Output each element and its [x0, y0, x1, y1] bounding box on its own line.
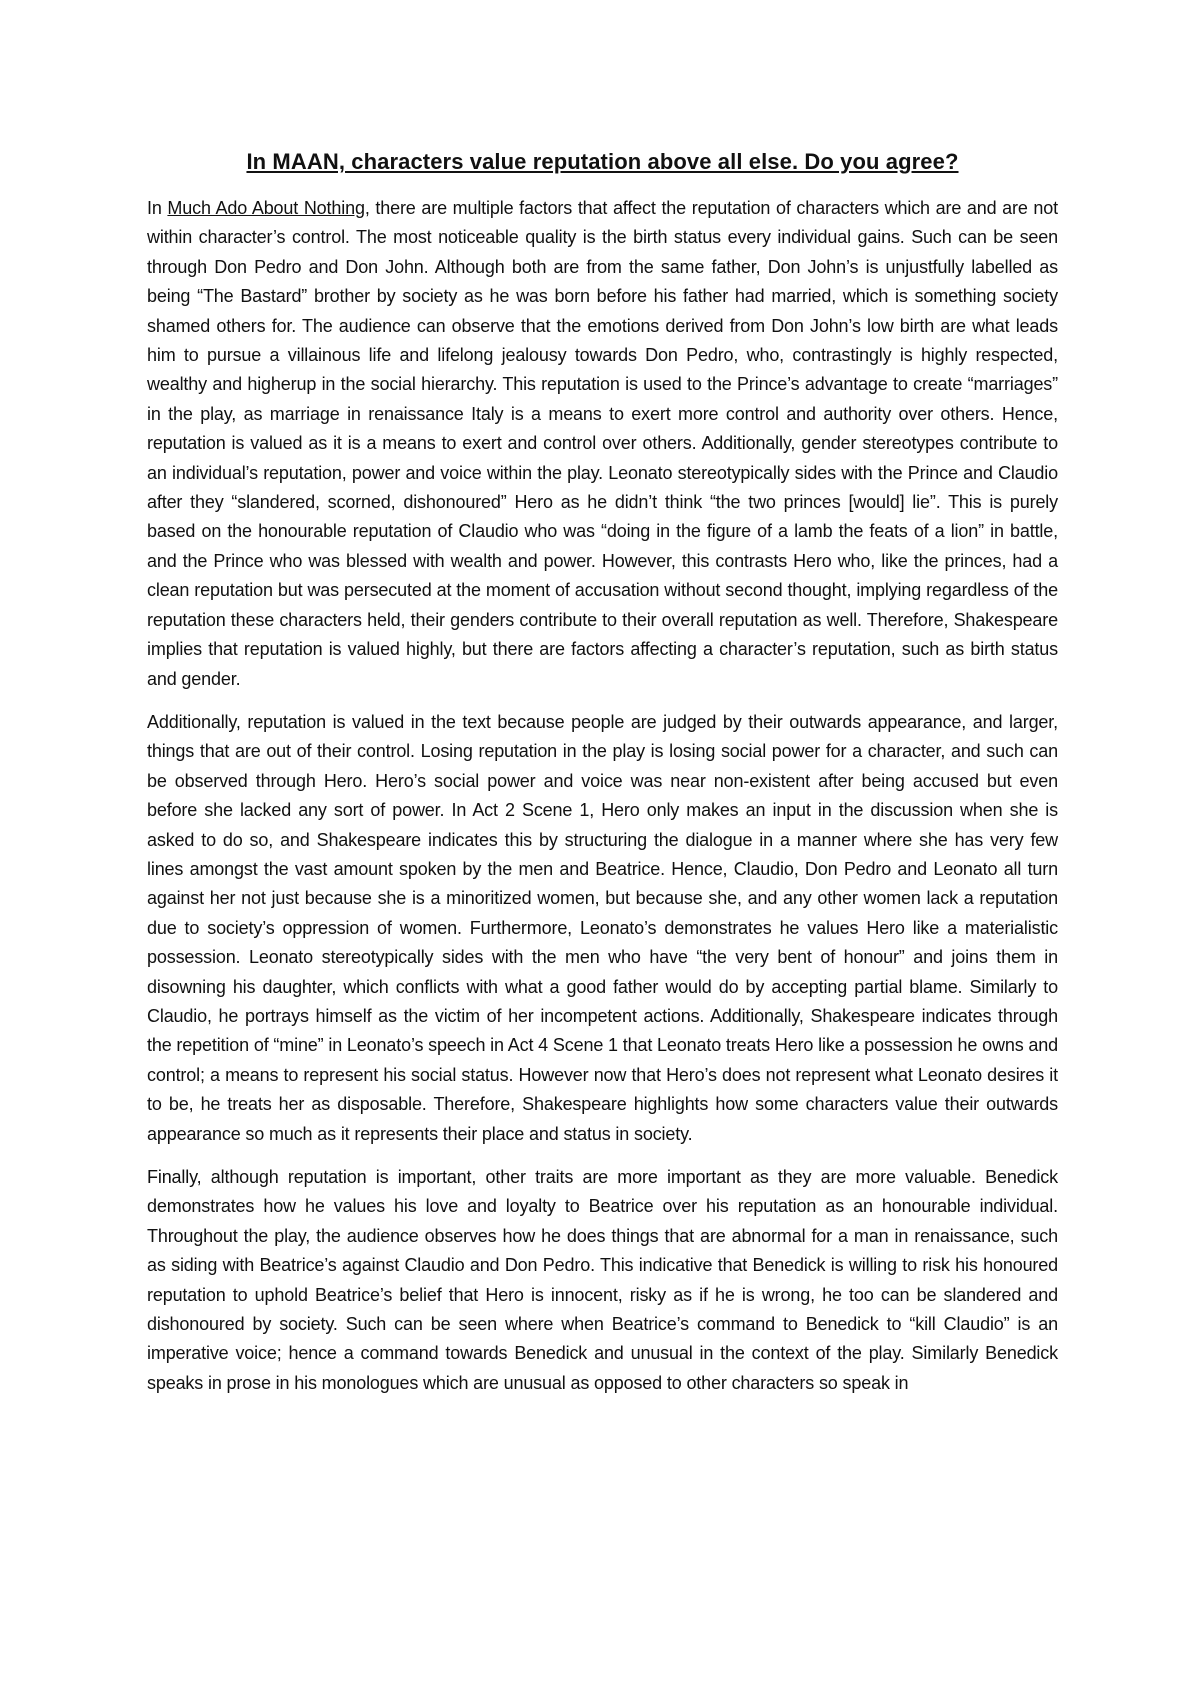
paragraph-3: Finally, although reputation is important, other traits are more important as they are more valuable. Benedick demonstrates how he values his love and loyalty to Beatrice over his reputation as an honourable individual. Throughout the play, the audience observes how he does things that are abnormal for a man in renaissance, such as siding with Beatrice’s against Claudio and Don Pedro. This indicative that Benedick is willing to risk his honoured reputation to uphold Beatrice’s belief that Hero is innocent, risky as if he is wrong, he too can be slandered and dishonoured by society. Such can be seen where when Beatrice’s command to Benedick to “kill Claudio” is an imperative voice; hence a command towards Benedick and unusual in the context of the play. Similarly Benedick speaks in prose in his monologues which are unusual as opposed to other characters so speak in — [147, 1167, 1058, 1393]
paragraph-1-body: , there are multiple factors that affect the reputation of characters which are and are not within character’s control. The most noticeable quality is the birth status every individual gains. Such can be seen through Don Pedro and Don John. Although both are from the same father, Don John’s is unjustfully labelled as being “The Bastard” brother by society as he was born before his father had married, which is something society shamed others for. The audience can observe that the emotions derived from Don John’s low birth are what leads him to pursue a villainous life and lifelong jealousy towards Don Pedro, who, contrastingly is highly respected, wealthy and higherup in the social hierarchy. This reputation is used to the Prince’s advantage to create “marriages” in the play, as marriage in renaissance Italy is a means to exert more control and authority over others. Hence, reputation is valued as it is a means to exert and control over others. Additionally, gender stereotypes contribute to an individual’s reputation, power and voice within the play. Leonato stereotypically sides with the Prince and Claudio after they “slandered, scorned, dishonoured” Hero as he didn’t think “the two princes [would] lie”. This is purely based on the honourable reputation of Claudio who was “doing in the figure of a lamb the feats of a lion” in battle, and the Prince who was blessed with wealth and power. However, this contrasts Hero who, like the princes, had a clean reputation but was persecuted at the moment of accusation without second thought, implying regardless of the reputation these characters held, their genders contribute to their overall reputation as well. Therefore, Shakespeare implies that reputation is valued highly, but there are factors affecting a character’s reputation, such as birth status and gender. — [147, 198, 1059, 689]
paragraph-1 — [147, 194, 1058, 694]
essay-title: In MAAN, characters value reputation above all else. Do you agree? — [246, 149, 959, 174]
paragraph-1-intro: In — [147, 198, 168, 218]
paragraph-2: Additionally, reputation is valued in the text because people are judged by their outwards appearance, and larger, things that are out of their control. Losing reputation in the play is losing social power for a character, and such can be observed through Hero. Hero’s social power and voice was near non-existent after being accused but even before she lacked any sort of power. In Act 2 Scene 1, Hero only makes an input in the discussion when she is asked to do so, and Shakespeare indicates this by structuring the dialogue in a manner where she has very few lines amongst the vast amount spoken by the men and Beatrice. Hence, Claudio, Don Pedro and Leonato all turn against her not just because she is a minoritized women, but because she, and any other women lack a reputation due to society’s oppression of women. Furthermore, Leonato’s demonstrates he values Hero like a materialistic possession. Leonato stereotypically sides with the men who have “the very bent of honour” and joins them in disowning his daughter, which conflicts with what a good father would do by accepting partial blame. Similarly to Claudio, he portrays himself as the victim of her incompetent actions. Additionally, Shakespeare indicates through the repetition of “mine” in Leonato’s speech in Act 4 Scene 1 that Leonato treats Hero like a possession he owns and control; a means to represent his social status. However now that Hero’s does not represent what Leonato desires it to be, he treats her as disposable. Therefore, Shakespeare highlights how some characters value their outwards appearance so much as it represents their place and status in society. — [147, 711, 1058, 1144]
play-title: Much Ado About Nothing — [167, 198, 365, 218]
